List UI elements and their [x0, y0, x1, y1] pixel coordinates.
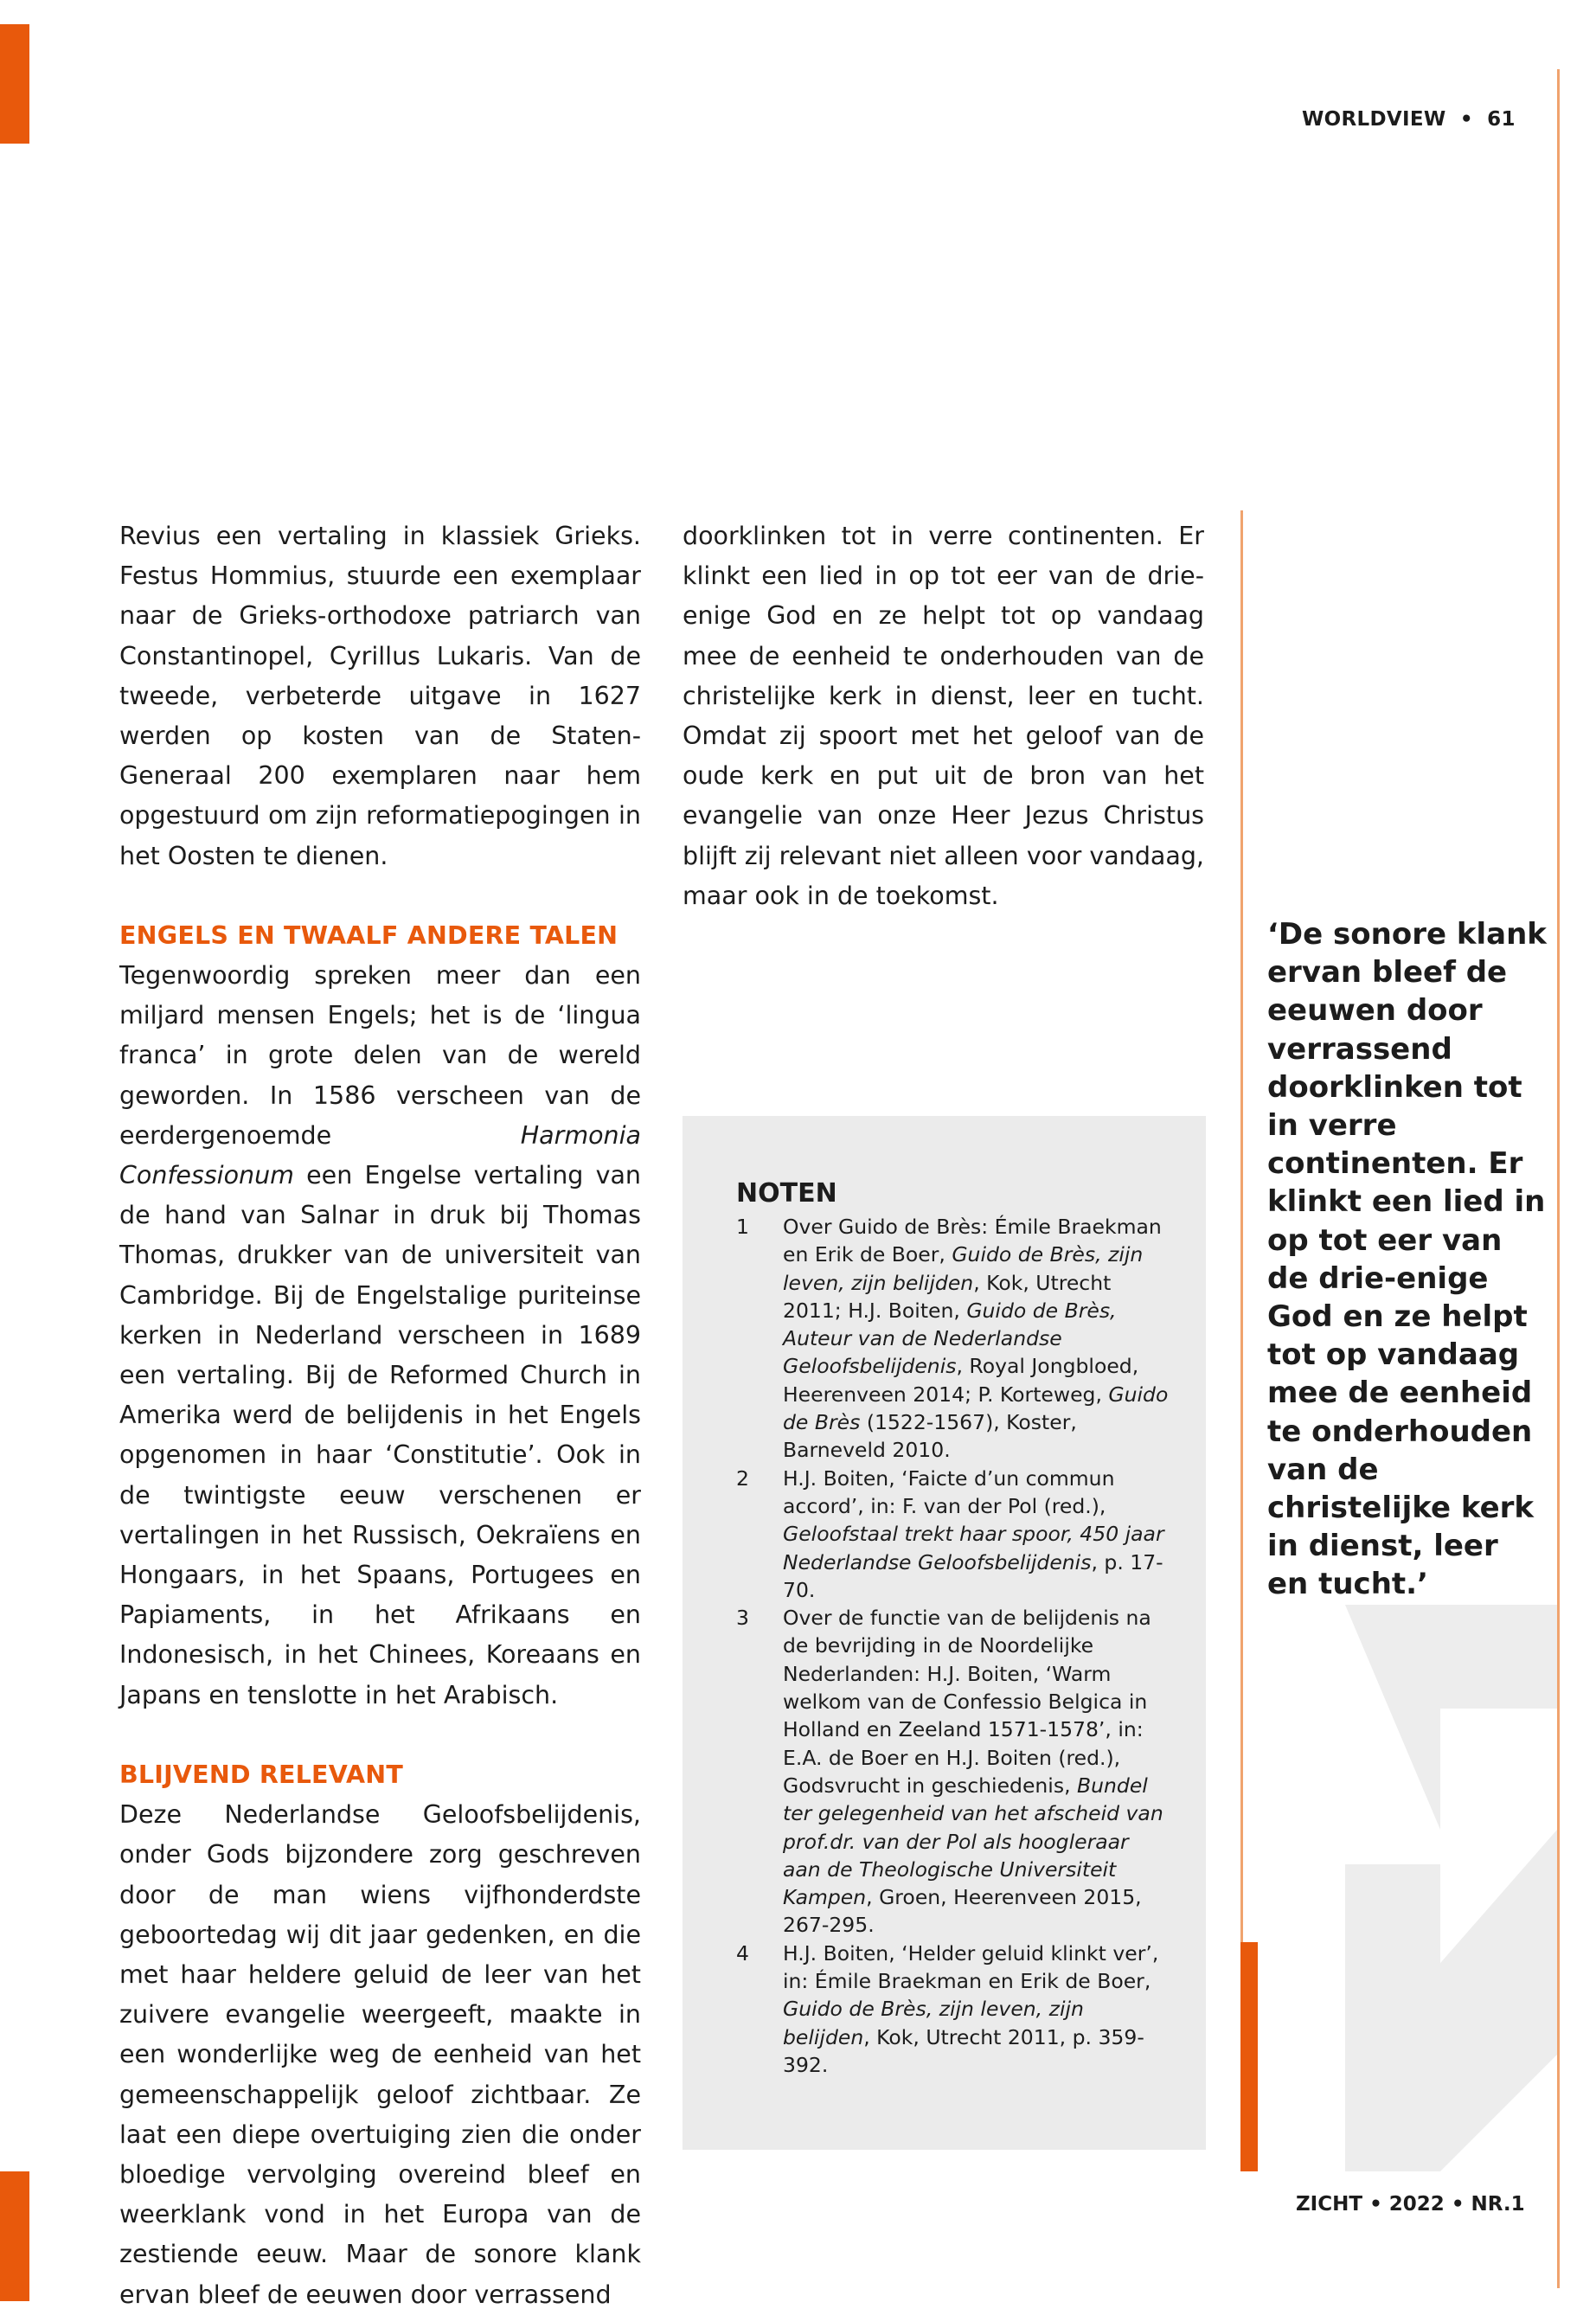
note-text: [783, 1940, 1169, 2079]
note-text-part: H.J. Boiten, ‘Faicte d’un commun accord’, in: F. van der Pol (red.),: [783, 1465, 1115, 1518]
note-item: [736, 1940, 1169, 2079]
magazine-name: ZICHT: [1296, 2193, 1363, 2216]
note-item: [736, 1465, 1169, 1604]
note-number: 4: [736, 1940, 749, 1966]
pull-quote: ‘De sonore klank ervan bleef de eeuwen door verrassend doorklinken tot in verre continenten. Er klinkt een lied in op tot eer van de drie-enige God en ze helpt tot op vandaag mee de eenheid te onderhouden van de christelijke kerk in dienst, leer en tucht.’: [1267, 917, 1547, 1602]
note-text-part: Over de functie van de belijdenis na de bevrijding in de Noordelijke Nederlanden: H.J. Boiten, ‘Warm welkom van de Confessio Belgica in Holland en Zeeland 1571-1578’, in: E.A. de Boer en H.J. Boiten (red.), Godsvrucht in geschiedenis,: [783, 1606, 1151, 1798]
page-number: 61: [1487, 108, 1516, 131]
quote-accent-bar: [1240, 1942, 1258, 2171]
note-number: 2: [736, 1465, 749, 1491]
notes-list: [736, 1213, 1169, 2079]
note-number: 1: [736, 1215, 749, 1239]
note-title-italic: Bundel ter gelegenheid van het afscheid van prof.dr. van der Pol als hoogleraar aan de Theologische Universiteit Kampen: [783, 1773, 1163, 1910]
footer-separator: •: [1369, 2193, 1382, 2216]
section-heading: BLIJVEND RELEVANT: [119, 1760, 403, 1789]
note-text: [783, 1465, 1169, 1604]
quote-divider-line: [1240, 510, 1243, 2171]
note-text-part: , Groen, Heerenveen 2015, 267-295.: [783, 1885, 1142, 1938]
header-separator: •: [1459, 108, 1473, 131]
note-title-italic: Guido de Brès, zijn leven, zijn belijden: [783, 1997, 1084, 2049]
note-title-italic: Guido de Brès, Auteur van de Nederlandse Geloofsbelijdenis: [783, 1298, 1117, 1379]
bottom-left-accent-bar: [0, 2171, 29, 2301]
book-title: Harmonia Confessionum: [119, 1120, 641, 1190]
decorative-number-graphic: [1345, 1605, 1557, 2171]
paragraph: doorklinken tot in verre continenten. Er klinkt een lied in op tot eer van de drie-enige God en ze helpt tot op vandaag mee de eenheid te onderhouden van de christelijke kerk in dienst, leer en tucht. Omdat zij spoort met het geloof van de oude kerk en put uit de bron van het evangelie van onze Heer Jezus Christus blijft zij relevant niet alleen voor vandaag, maar ook in de toekomst.: [683, 522, 1204, 910]
note-number: 3: [736, 1606, 749, 1631]
footer-separator: •: [1451, 2193, 1465, 2216]
section-heading: ENGELS EN TWAALF ANDERE TALEN: [119, 920, 619, 950]
note-text: [783, 1604, 1169, 1940]
note-text-part: , Royal Jongbloed, Heerenveen 2014; P. Korteweg,: [783, 1354, 1139, 1407]
notes-box: [683, 1116, 1206, 2150]
notes-title: NOTEN: [736, 1178, 837, 1209]
note-text-part: H.J. Boiten, ‘Helder geluid klinkt ver’, in: Émile Braekman en Erik de Boer,: [783, 1940, 1159, 1994]
running-footer: [1296, 2193, 1525, 2216]
right-edge-line: [1557, 69, 1560, 2288]
right-column: [683, 516, 1204, 916]
note-item: [736, 1604, 1169, 1940]
note-text-part: , Kok, Utrecht 2011; H.J. Boiten,: [783, 1270, 1112, 1323]
note-title-italic: Geloofstaal trekt haar spoor, 450 jaar Nederlandse Geloofsbelijdenis: [783, 1522, 1164, 1574]
section-label: WORLDVIEW: [1302, 108, 1446, 131]
issue-number: NR.1: [1471, 2193, 1525, 2216]
paragraph-text: Tegenwoordig spreken meer dan een miljard mensen Engels; het is de ‘lingua franca’ in grote delen van de wereld geworden. In 1586 verscheen van de eerdergenoemde: [119, 961, 641, 1150]
paragraph: Deze Nederlandse Geloofsbelijdenis, onder Gods bijzondere zorg geschreven door de man wiens vijfhonderdste geboortedag wij dit jaar gedenken, en die met haar heldere geluid de leer van het zuivere evangelie weergeeft, maakte in een wonderlijke weg de eenheid van het gemeenschappelijk geloof zichtbaar. Ze laat een diepe overtuiging zien die onder bloedige vervolging overeind bleef en weerklank vond in het Europa van de zestiende eeuw. Maar de sonore klank ervan bleef de eeuwen door verrassend: [119, 1800, 641, 2309]
note-text-part: , Kok, Utrecht 2011, p. 359-392.: [783, 2024, 1144, 2077]
paragraph: [119, 956, 641, 1715]
note-text: [783, 1213, 1169, 1465]
note-text-part: (1522-1567), Koster, Barneveld 2010.: [783, 1410, 1077, 1463]
top-left-accent-bar: [0, 24, 29, 144]
paragraph: Revius een vertaling in klassiek Grieks. Festus Hommius, stuurde een exemplaar naar de Grieks-orthodoxe patriarch van Constantinopel, Cyrillus Lukaris. Van de tweede, verbeterde uitgave in 1627 werden op kosten van de Staten-Generaal 200 exemplaren naar hem opgestuurd om zijn reformatiepogingen in het Oosten te dienen.: [119, 522, 641, 870]
note-text-part: , p. 17-70.: [783, 1549, 1163, 1602]
left-column: [119, 516, 641, 2315]
magazine-year: 2022: [1388, 2193, 1445, 2216]
note-title-italic: Guido de Brès: [783, 1382, 1169, 1435]
paragraph-text: een Engelse vertaling van de hand van Salnar in druk bij Thomas Thomas, drukker van de universiteit van Cambridge. Bij de Engelstalige puriteinse kerken in Nederland verscheen in 1689 een vertaling. Bij de Reformed Church in Amerika werd de belijdenis in het Engels opgenomen in haar ‘Constitutie’. Ook in de twintigste eeuw verschenen er vertalingen in het Russisch, Oekraïens en Hongaars, in het Spaans, Portugees en Papiaments, in het Afrikaans en Indonesisch, in het Chinees, Koreaans en Japans en tenslotte in het Arabisch.: [119, 1161, 641, 1709]
note-title-italic: Guido de Brès, zijn leven, zijn belijden: [783, 1242, 1144, 1295]
note-text-part: Over Guido de Brès: Émile Braekman en Erik de Boer,: [783, 1215, 1162, 1267]
note-item: [736, 1213, 1169, 1465]
running-header: [1302, 108, 1516, 131]
